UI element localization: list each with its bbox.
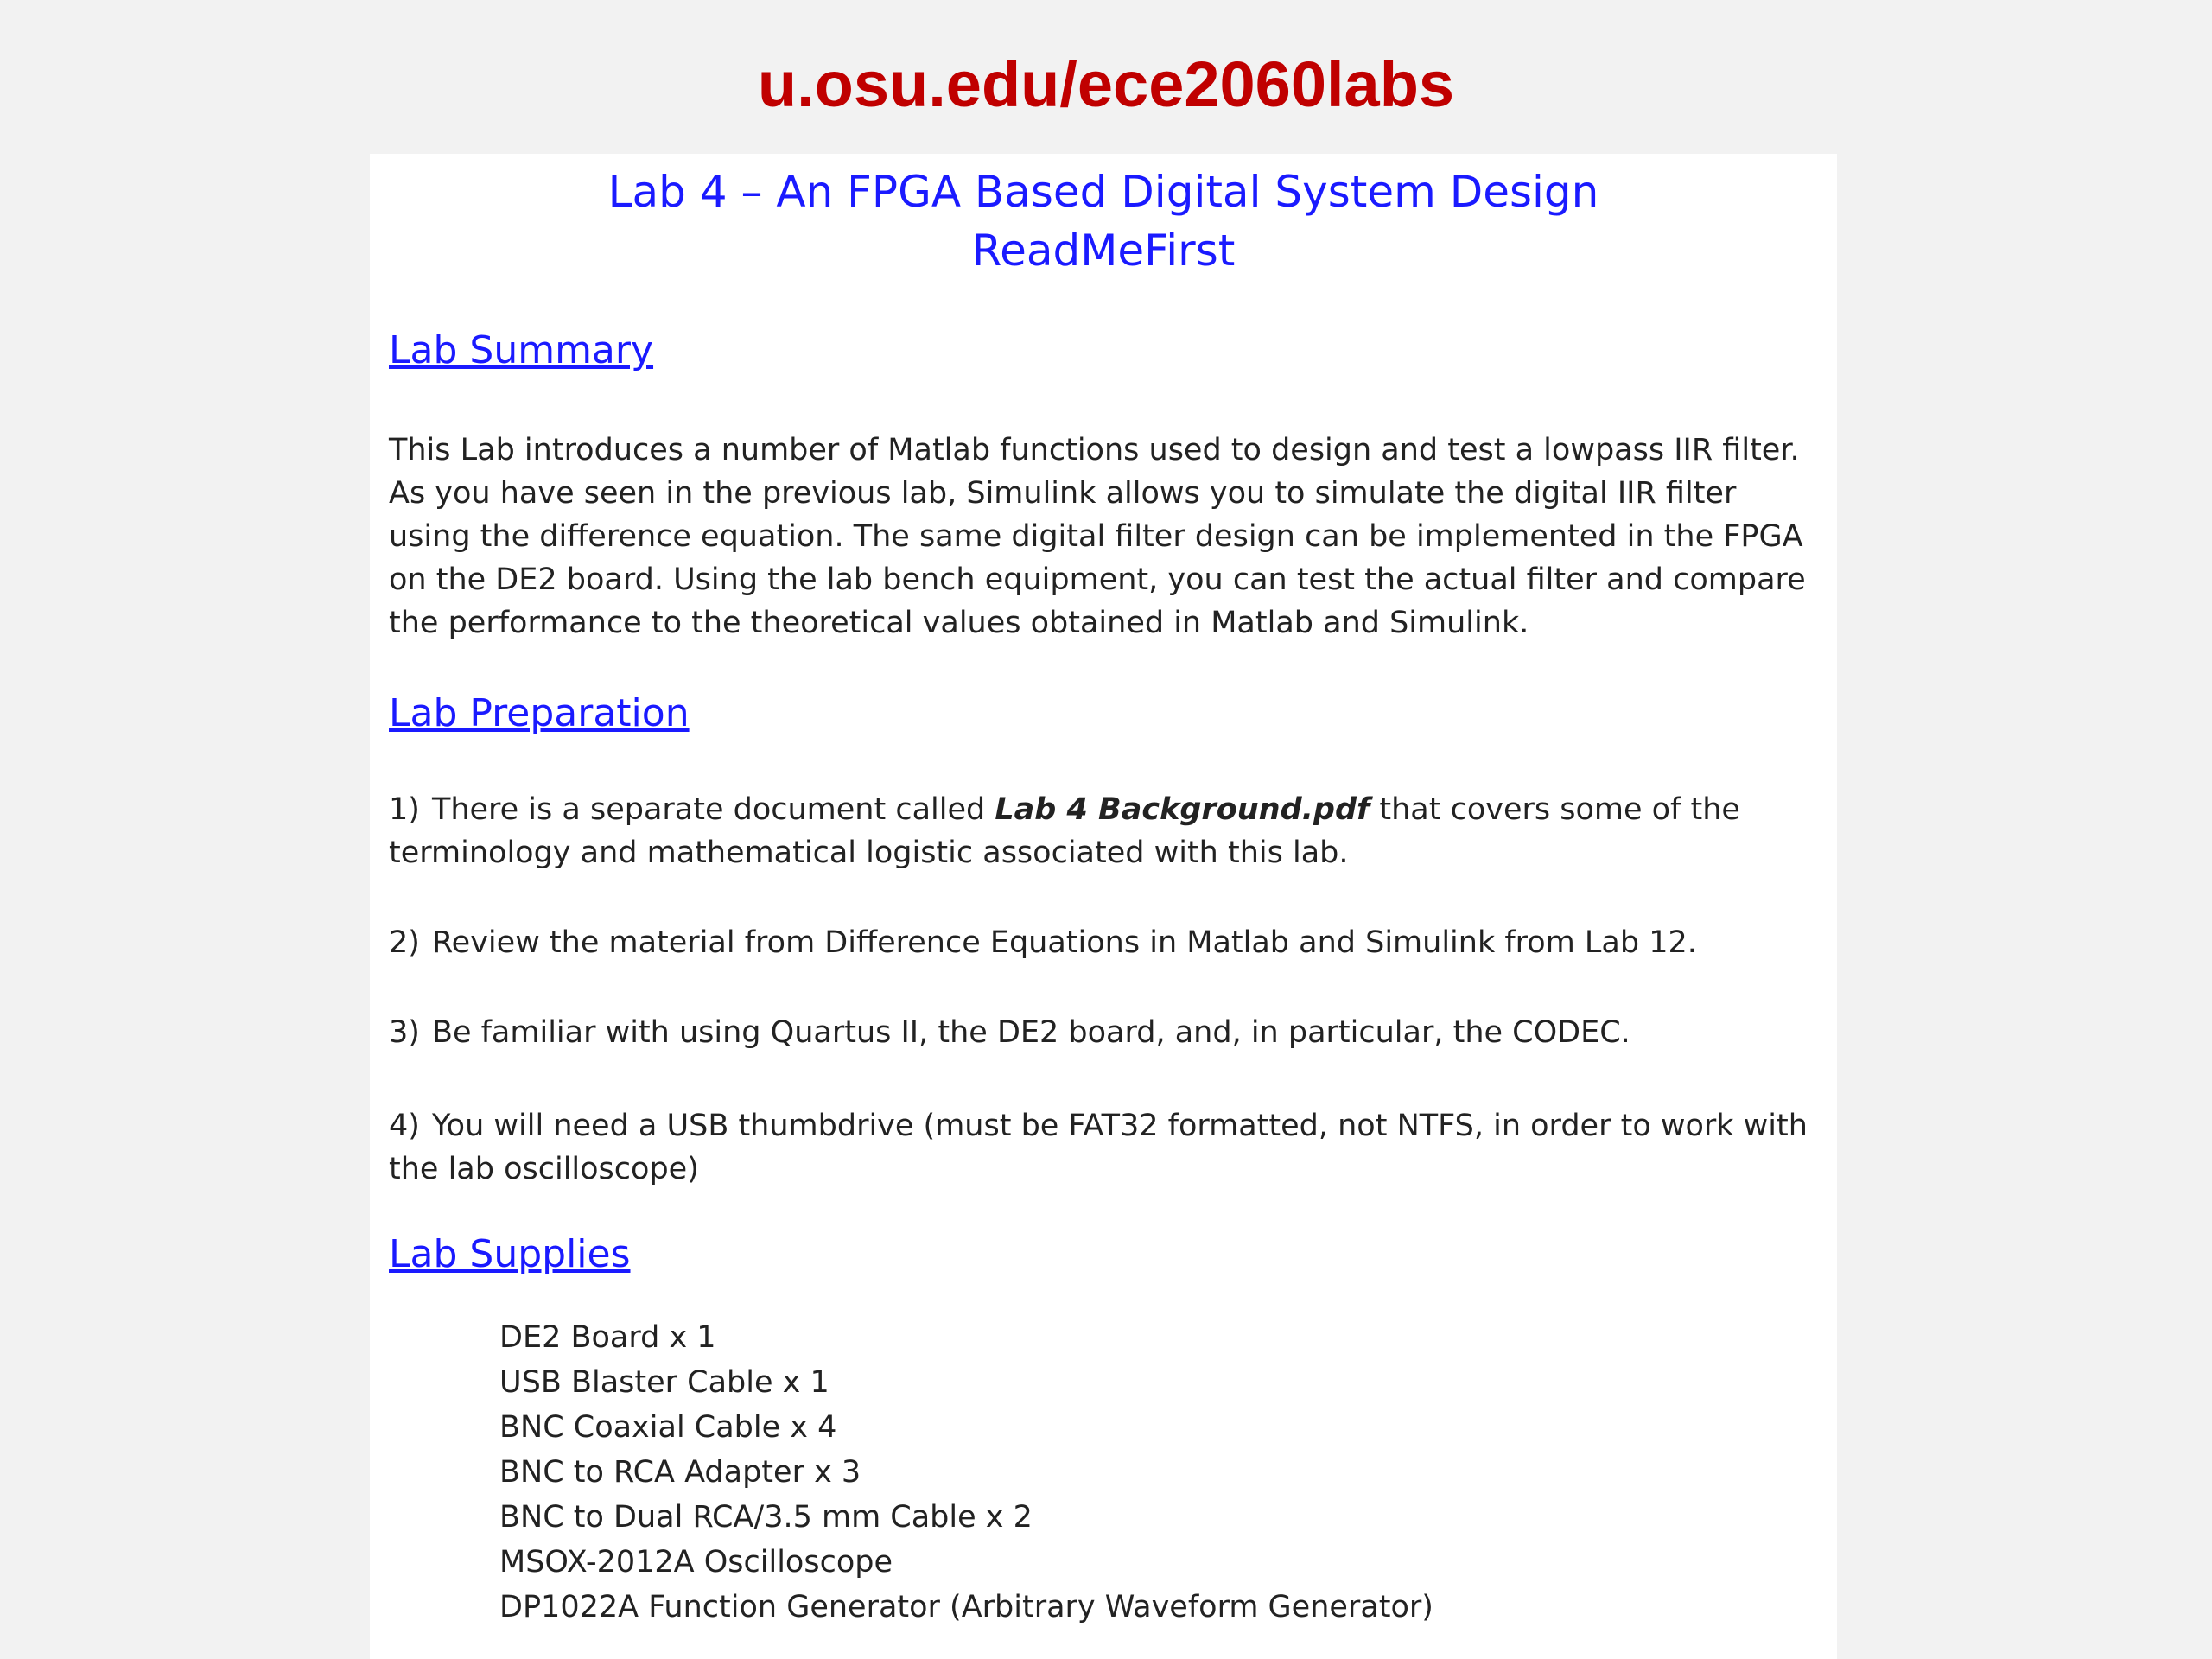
course-url: u.osu.edu/ece2060labs <box>757 48 1455 120</box>
preparation-item-2 <box>389 921 1818 964</box>
supply-item: BNC Coaxial Cable x 4 <box>499 1410 837 1445</box>
preparation-item-number: 2) <box>389 925 420 960</box>
supply-item: USB Blaster Cable x 1 <box>499 1365 830 1400</box>
background-document-name: Lab 4 Background.pdf <box>995 792 1370 827</box>
document-title-line1: Lab 4 – An FPGA Based Digital System Design <box>607 167 1599 217</box>
preparation-item-number: 4) <box>389 1109 420 1143</box>
preparation-item-1 <box>389 788 1818 874</box>
preparation-item-number: 3) <box>389 1015 420 1050</box>
heading-lab-supplies: Lab Supplies <box>389 1232 631 1276</box>
preparation-item-3 <box>389 1011 1818 1054</box>
preparation-item-text: that covers some of the terminology and mathematical logistic associated with this lab. <box>389 792 1740 870</box>
document-title-line2: ReadMeFirst <box>971 226 1236 276</box>
supply-item: BNC to Dual RCA/3.5 mm Cable x 2 <box>499 1500 1033 1535</box>
supply-item: BNC to RCA Adapter x 3 <box>499 1455 861 1490</box>
document-title <box>389 162 1818 280</box>
preparation-item-text: There is a separate document called <box>431 792 995 827</box>
lab-summary-text: This Lab introduces a number of Matlab functions used to design and test a lowpass IIR filter. As you have seen in the previous lab, Simulink allows you to simulate the digital IIR filter using the difference equation. The same digital filter design can be implemented in the FPGA on the DE2 board. Using the lab bench equipment, you can test the actual filter and compare the performance to the theoretical values obtained in Matlab and Simulink. <box>389 433 1806 640</box>
preparation-item-text: Review the material from Difference Equations in Matlab and Simulink from Lab 12. <box>431 925 1697 960</box>
supplies-list <box>389 1315 1818 1630</box>
supply-item: DE2 Board x 1 <box>499 1320 716 1355</box>
supply-item: DP1022A Function Generator (Arbitrary Waveform Generator) <box>499 1590 1433 1624</box>
supply-item: MSOX-2012A Oscilloscope <box>499 1545 893 1580</box>
preparation-item-text: You will need a USB thumbdrive (must be FAT32 formatted, not NTFS, in order to work with the lab oscilloscope) <box>389 1109 1808 1186</box>
document-page <box>370 154 1837 1659</box>
heading-lab-summary: Lab Summary <box>389 328 654 372</box>
heading-lab-preparation: Lab Preparation <box>389 691 690 735</box>
preparation-item-number: 1) <box>389 792 420 827</box>
preparation-item-4 <box>389 1104 1818 1191</box>
preparation-item-text: Be familiar with using Quartus II, the DE2 board, and, in particular, the CODEC. <box>431 1015 1630 1050</box>
